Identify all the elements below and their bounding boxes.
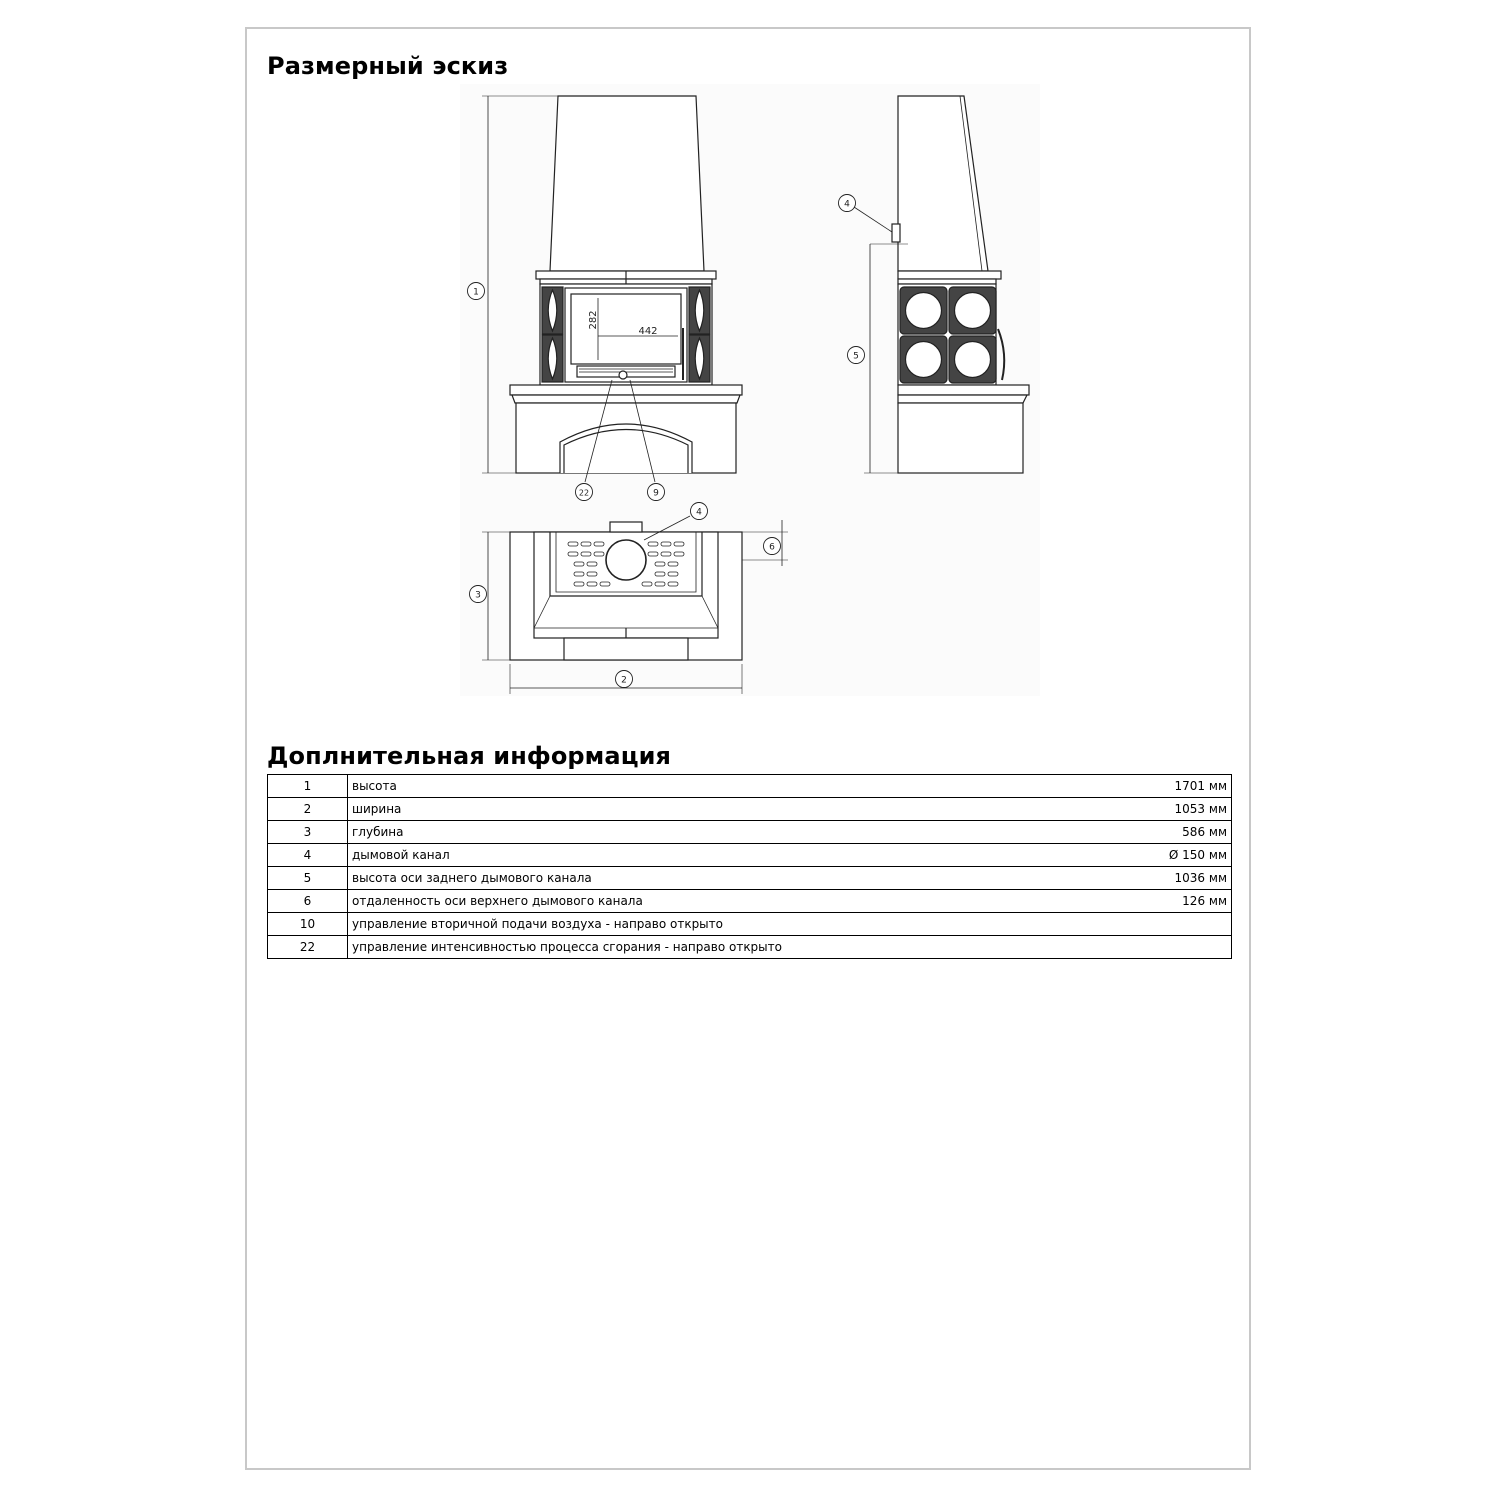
row-label: высота: [348, 775, 1114, 798]
callout-9: 9: [653, 488, 659, 499]
row-label: отдаленность оси верхнего дымового канала: [348, 890, 1114, 913]
table-row: [268, 936, 1232, 959]
door-height-label: 282: [588, 310, 599, 330]
row-label: высота оси заднего дымового канала: [348, 867, 1114, 890]
row-value: 1036 мм: [1113, 867, 1232, 890]
callout-5: 5: [853, 351, 859, 362]
row-number: 4: [268, 844, 348, 867]
row-number: 3: [268, 821, 348, 844]
callout-22: 22: [578, 488, 590, 498]
row-value: 1701 мм: [1113, 775, 1232, 798]
row-number: 5: [268, 867, 348, 890]
info-title: Доплнительная информация: [267, 742, 672, 770]
callout-4-plan: 4: [696, 507, 702, 518]
callout-6: 6: [769, 542, 775, 553]
row-value: 586 мм: [1113, 821, 1232, 844]
row-number: 6: [268, 890, 348, 913]
table-row: [268, 821, 1232, 844]
row-number: 10: [268, 913, 348, 936]
callout-3: 3: [475, 590, 481, 601]
row-value: 126 мм: [1113, 890, 1232, 913]
row-value: 1053 мм: [1113, 798, 1232, 821]
dimension-drawing: [460, 84, 1040, 696]
table-row: [268, 844, 1232, 867]
sketch-title: Размерный эскиз: [267, 52, 509, 80]
callout-1: 1: [473, 287, 479, 298]
table-row: [268, 913, 1232, 936]
table-row: [268, 798, 1232, 821]
table-row: [268, 867, 1232, 890]
row-label: управление вторичной подачи воздуха - направо открыто: [348, 913, 1232, 936]
table-row: [268, 890, 1232, 913]
row-label: управление интенсивностью процесса сгорания - направо открыто: [348, 936, 1232, 959]
row-label: дымовой канал: [348, 844, 1114, 867]
table-row: [268, 775, 1232, 798]
door-width-label: 442: [638, 326, 658, 337]
row-number: 1: [268, 775, 348, 798]
callout-2: 2: [621, 675, 627, 686]
info-table: [267, 774, 1232, 959]
row-label: глубина: [348, 821, 1114, 844]
row-label: ширина: [348, 798, 1114, 821]
callout-4-side: 4: [844, 199, 850, 210]
row-value: Ø 150 мм: [1113, 844, 1232, 867]
row-number: 2: [268, 798, 348, 821]
row-number: 22: [268, 936, 348, 959]
